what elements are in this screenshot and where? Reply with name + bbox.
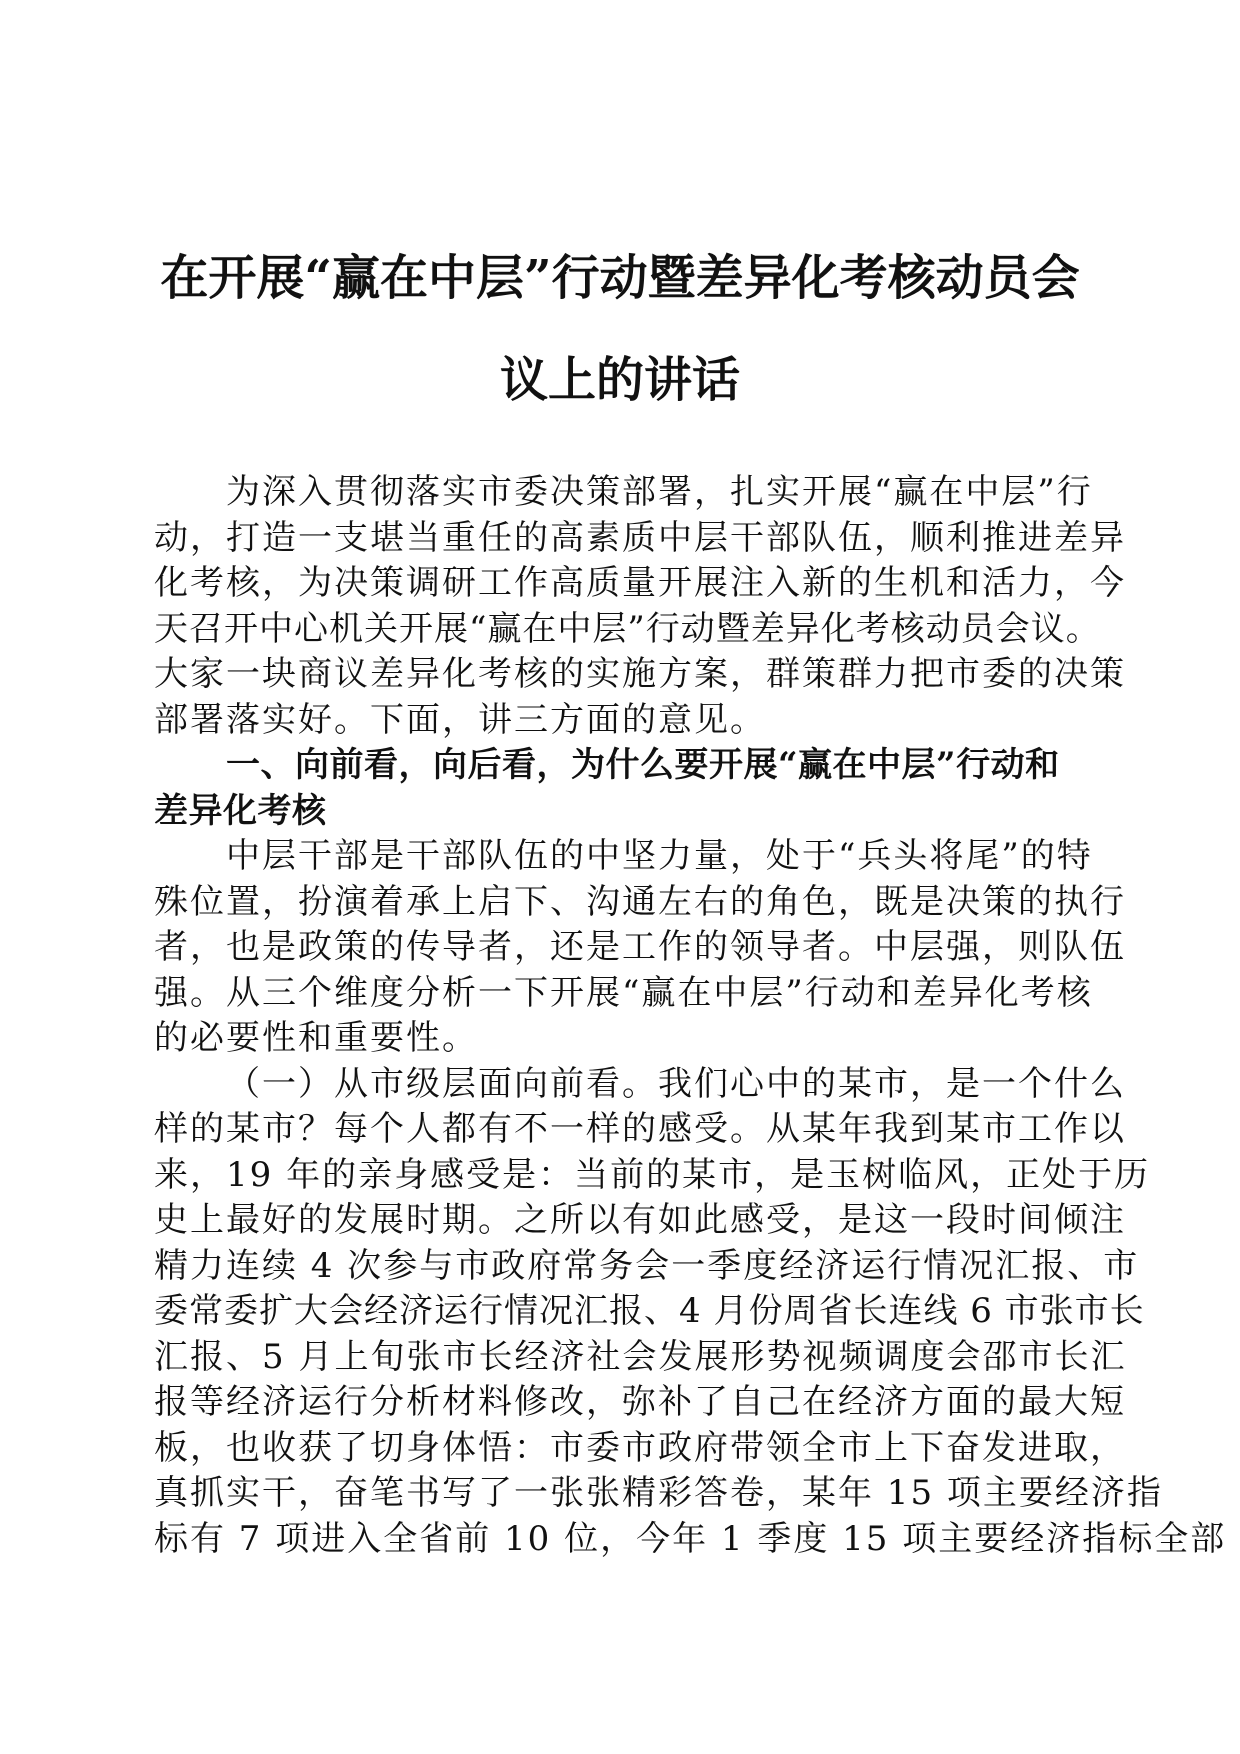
paragraph-line: 史上最好的发展时期。之所以有如此感受，是这一段时间倾注 — [154, 1200, 1126, 1240]
paragraph-line: 化考核，为决策调研工作高质量开展注入新的生机和活力，今 — [154, 563, 1126, 603]
section-heading-1 — [154, 743, 1074, 834]
paragraph-line: 强。从三个维度分析一下开展“赢在中层”行动和差异化考核 — [154, 972, 1093, 1013]
paragraph-line: 动，打造一支堪当重任的高素质中层干部队伍，顺利推进差异 — [154, 517, 1126, 558]
paragraph-line: 报等经济运行分析材料修改，弥补了自己在经济方面的最大短 — [154, 1382, 1126, 1422]
heading-line: 一、向前看，向后看，为什么要开展“赢在中层”行动和 — [226, 745, 1060, 785]
paragraph-line: （一）从市级层面向前看。我们心中的某市，是一个什么 — [226, 1063, 1126, 1104]
document-title-line-2: 议上的讲话 — [499, 352, 740, 408]
paragraph-line: 中层干部是干部队伍的中坚力量，处于“兵头将尾”的特 — [226, 836, 1093, 876]
paragraph-line: 汇报、5 月上旬张市长经济社会发展形势视频调度会邵市长汇 — [154, 1336, 1127, 1377]
paragraph-line: 者，也是政策的传导者，还是工作的领导者。中层强，则队伍 — [154, 927, 1126, 967]
paragraph-line: 委常委扩大会经济运行情况汇报、4 月份周省长连线 6 市张市长 — [154, 1291, 1145, 1331]
heading-line: 差异化考核 — [154, 790, 327, 831]
document-body — [154, 470, 1227, 1562]
paragraph-intro — [154, 470, 1126, 743]
paragraph-line: 天召开中心机关开展“赢在中层”行动暨差异化考核动员会议。 — [154, 608, 1101, 649]
paragraph-line: 真抓实干，奋笔书写了一张张精彩答卷，某年 15 项主要经济指 — [154, 1473, 1163, 1513]
paragraph-line: 样的某市？每个人都有不一样的感受。从某年我到某市工作以 — [154, 1109, 1126, 1149]
paragraph-line: 殊位置，扮演着承上启下、沟通左右的角色，既是决策的执行 — [154, 881, 1126, 922]
document-title-line-1: 在开展“赢在中层”行动暨差异化考核动员会 — [160, 250, 1080, 306]
paragraph-line: 来，19 年的亲身感受是：当前的某市，是玉树临风，正处于历 — [154, 1154, 1151, 1195]
paragraph-middle-cadres — [154, 834, 1126, 1062]
paragraph-line: 为深入贯彻落实市委决策部署，扎实开展“赢在中层”行 — [226, 472, 1093, 512]
paragraph-line: 部署落实好。下面，讲三方面的意见。 — [154, 699, 766, 740]
paragraph-line: 板，也收获了切身体悟：市委市政府带领全市上下奋发进取， — [154, 1427, 1126, 1468]
paragraph-city-level — [154, 1062, 1227, 1563]
paragraph-line: 大家一块商议差异化考核的实施方案，群策群力把市委的决策 — [154, 654, 1126, 694]
paragraph-line: 精力连续 4 次参与市政府常务会一季度经济运行情况汇报、市 — [154, 1245, 1140, 1286]
paragraph-line: 标有 7 项进入全省前 10 位，今年 1 季度 15 项主要经济指标全部 — [154, 1518, 1227, 1559]
paragraph-line: 的必要性和重要性。 — [154, 1018, 478, 1058]
